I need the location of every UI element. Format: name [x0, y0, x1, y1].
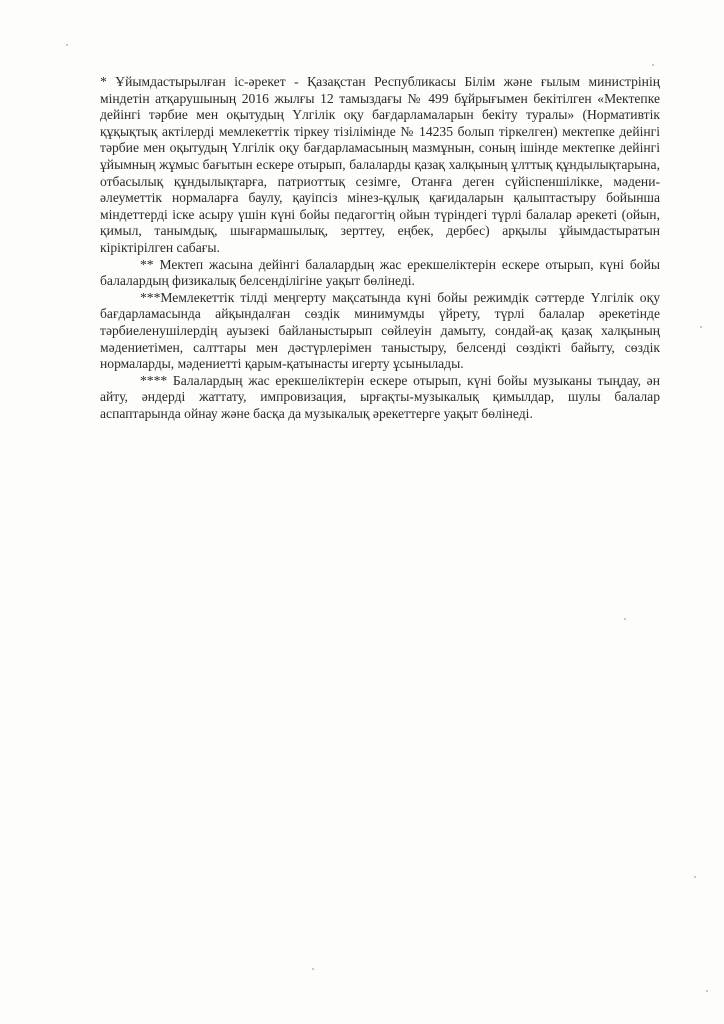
scan-speck: [652, 64, 654, 66]
scan-speck: [312, 968, 314, 970]
scan-speck: [694, 876, 696, 878]
scan-speck: [700, 326, 702, 328]
footnote-paragraph-1: * Ұйымдастырылған іс-әрекет - Қазақстан Республикасы Білім және ғылым министрінің міндетін атқарушының 2016 жылғы 12 тамыздағы № 499 бұйрығымен бекітілген «Мектепке дейінгі тәрбие мен оқытудың Үлгілік оқу бағдарламаларын бекіту туралы» (Нормативтік құқықтық актілерді мемлекеттік тіркеу тізілімінде № 14235 болып тіркелген) мектепке дейінгі тәрбие мен оқытудың Үлгілік оқу бағдарламасының мазмұнын, соның ішінде мектепке дейінгі ұйымның жұмыс бағытын ескере отырып, балаларды қазақ халқының ұлттық құндылықтарына, отбасылық құндылықтарға, патриоттық сезімге, Отанға деген сүйіспеншілікке, мәдени- әлеуметтік нормаларға баулу, қауіпсіз мінез-құлық қағидаларын қалыптастыру бойынша міндеттерді іске асыру үшін күні бойы педагогтің ойын түріндегі түрлі балалар әрекеті (ойын, қимыл, танымдық, шығармашылық, зерттеу, еңбек, дербес) арқылы ұйымдастыратын кіріктірілген сабағы.: [100, 74, 660, 255]
scan-speck: [66, 44, 68, 46]
footnote-paragraph-4: **** Балалардың жас ерекшеліктерін ескере отырып, күні бойы музыканы тыңдау, ән айту, әндерді жаттату, импровизация, ырғақты-музыкалық қимылдар, шулы балалар аспаптарында ойнау және басқа да музыкалық әрекеттерге уақыт бөлінеді.: [100, 372, 660, 421]
footnote-paragraph-3: ***Мемлекеттік тілді меңгерту мақсатында күні бойы режимдік сәттерде Үлгілік оқу бағдарламасында айқындалған сөздік минимумды үйрету, түрлі балалар әрекетінде тәрбиеленушілердің ауызекі байланыстырып сөйлеуін дамыту, сондай-ақ қазақ халқының мәдениетімен, салттары мен дәстүрлерімен таныстыру, белсенді сөздікті байыту, сөздік нормаларды, мәдениетті қарым-қатынасты игерту ұсынылады.: [100, 289, 660, 372]
scan-speck: [706, 990, 708, 992]
document-body: [100, 74, 660, 422]
footnote-paragraph-2: ** Мектеп жасына дейінгі балалардың жас ерекшеліктерін ескере отырып, күні бойы балалардың физикалық белсенділігіне уақыт бөлінеді.: [100, 256, 660, 289]
scan-speck: [624, 618, 626, 620]
